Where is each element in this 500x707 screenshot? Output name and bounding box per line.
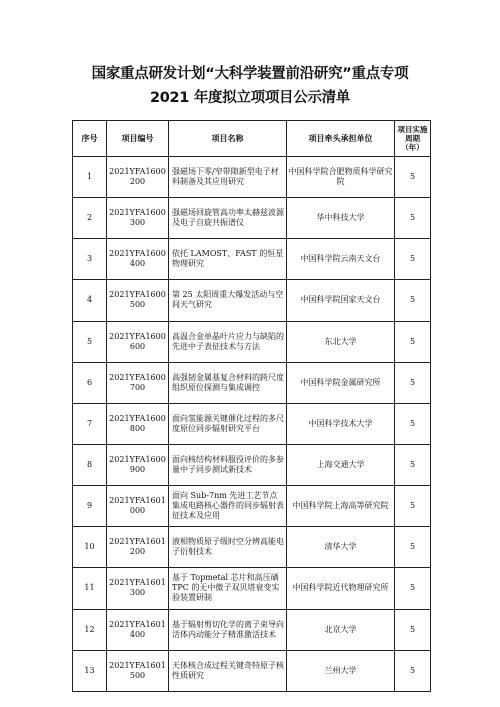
table-row	[73, 650, 431, 691]
row-name: 强磁场回旋管高功率太赫兹波源及电子自旋共振谱仪	[169, 198, 287, 239]
row-serial: 12	[73, 609, 107, 650]
header-duration: 项目实施周期（年）	[395, 121, 431, 157]
row-code: 2021YFA1601300	[107, 568, 169, 609]
row-name: 面向核结构材料服役评价的多参量中子同步测试新技术	[169, 444, 287, 485]
header-lead-organization: 项目牵头承担单位	[287, 121, 395, 157]
row-years: 5	[395, 198, 431, 239]
row-code: 2021YFA1600200	[107, 157, 169, 198]
row-years: 5	[395, 403, 431, 444]
row-serial: 3	[73, 239, 107, 280]
table-row	[73, 198, 431, 239]
row-org: 兰州大学	[287, 650, 395, 691]
header-project-code: 项目编号	[107, 121, 169, 157]
row-name: 基于辐射剪切化学的离子束导向活体内动能分子精准激活技术	[169, 609, 287, 650]
row-org: 中国科学院金属研究所	[287, 362, 395, 403]
row-name: 高强韧金属基复合材料的跨尺度组织原位探测与集成调控	[169, 362, 287, 403]
project-table	[72, 120, 431, 692]
row-code: 2021YFA1600900	[107, 444, 169, 485]
row-serial: 5	[73, 321, 107, 362]
table-row	[73, 444, 431, 485]
table-row	[73, 157, 431, 198]
row-org: 北京大学	[287, 609, 395, 650]
row-name: 液相物质原子级时空分辨高能电子衍射技术	[169, 527, 287, 568]
row-years: 5	[395, 609, 431, 650]
table-row	[73, 568, 431, 609]
table-row	[73, 321, 431, 362]
row-years: 5	[395, 650, 431, 691]
row-code: 2021YFA1600600	[107, 321, 169, 362]
row-code: 2021YFA1600800	[107, 403, 169, 444]
row-serial: 8	[73, 444, 107, 485]
table-row	[73, 280, 431, 321]
header-project-name: 项目名称	[169, 121, 287, 157]
table-row	[73, 403, 431, 444]
table-row	[73, 527, 431, 568]
row-serial: 7	[73, 403, 107, 444]
row-years: 5	[395, 527, 431, 568]
row-years: 5	[395, 568, 431, 609]
row-org: 中国科学院近代物理研究所	[287, 568, 395, 609]
row-org: 清华大学	[287, 527, 395, 568]
row-serial: 4	[73, 280, 107, 321]
row-org: 东北大学	[287, 321, 395, 362]
row-code: 2021YFA1600400	[107, 239, 169, 280]
row-code: 2021YFA1600500	[107, 280, 169, 321]
document-title: 国家重点研发计划“大科学装置前沿研究”重点专项	[91, 66, 409, 82]
row-years: 5	[395, 486, 431, 527]
row-serial: 11	[73, 568, 107, 609]
row-code: 2021YFA1600300	[107, 198, 169, 239]
row-serial: 10	[73, 527, 107, 568]
row-years: 5	[395, 321, 431, 362]
table-row	[73, 486, 431, 527]
row-code: 2021YFA1601400	[107, 609, 169, 650]
row-years: 5	[395, 157, 431, 198]
row-years: 5	[395, 239, 431, 280]
row-name: 面向氢能源关键催化过程的多尺度原位同步辐射研究平台	[169, 403, 287, 444]
row-name: 第 25 太阳周重大爆发活动与空间天气研究	[169, 280, 287, 321]
row-serial: 9	[73, 486, 107, 527]
row-name: 基于 Topmetal 芯片和高压硒 TPC 的无中微子双贝塔衰变实验装置研制	[169, 568, 287, 609]
row-org: 中国科学院国家天文台	[287, 280, 395, 321]
row-org: 中国科学院云南天文台	[287, 239, 395, 280]
row-name: 面向 Sub-7nm 先进工艺节点集成电路核心器件的同步辐射表征技术及应用	[169, 486, 287, 527]
row-name: 天体核合成过程关键奇特原子核性质研究	[169, 650, 287, 691]
table-row	[73, 362, 431, 403]
table-row	[73, 239, 431, 280]
document-subtitle: 2021 年度拟立项项目公示清单	[149, 90, 351, 106]
table-header-row	[73, 121, 431, 157]
row-serial: 13	[73, 650, 107, 691]
table-row	[73, 609, 431, 650]
row-name: 依托 LAMOST、FAST 的恒星物理研究	[169, 239, 287, 280]
row-org: 华中科技大学	[287, 198, 395, 239]
row-serial: 6	[73, 362, 107, 403]
row-code: 2021YFA1601200	[107, 527, 169, 568]
row-code: 2021YFA1600700	[107, 362, 169, 403]
row-years: 5	[395, 362, 431, 403]
row-code: 2021YFA1601500	[107, 650, 169, 691]
row-years: 5	[395, 444, 431, 485]
row-serial: 1	[73, 157, 107, 198]
row-org: 上海交通大学	[287, 444, 395, 485]
row-org: 中国科学院合肥物质科学研究院	[287, 157, 395, 198]
row-serial: 2	[73, 198, 107, 239]
row-name: 高温合金单晶叶片应力与缺陷的先进中子表征技术与方法	[169, 321, 287, 362]
row-org: 中国科学技术大学	[287, 403, 395, 444]
header-serial: 序号	[73, 121, 107, 157]
row-name: 强磁场下零/窄带隙新型电子材料制备及其应用研究	[169, 157, 287, 198]
row-years: 5	[395, 280, 431, 321]
row-code: 2021YFA1601000	[107, 486, 169, 527]
row-org: 中国科学院上海高等研究院	[287, 486, 395, 527]
